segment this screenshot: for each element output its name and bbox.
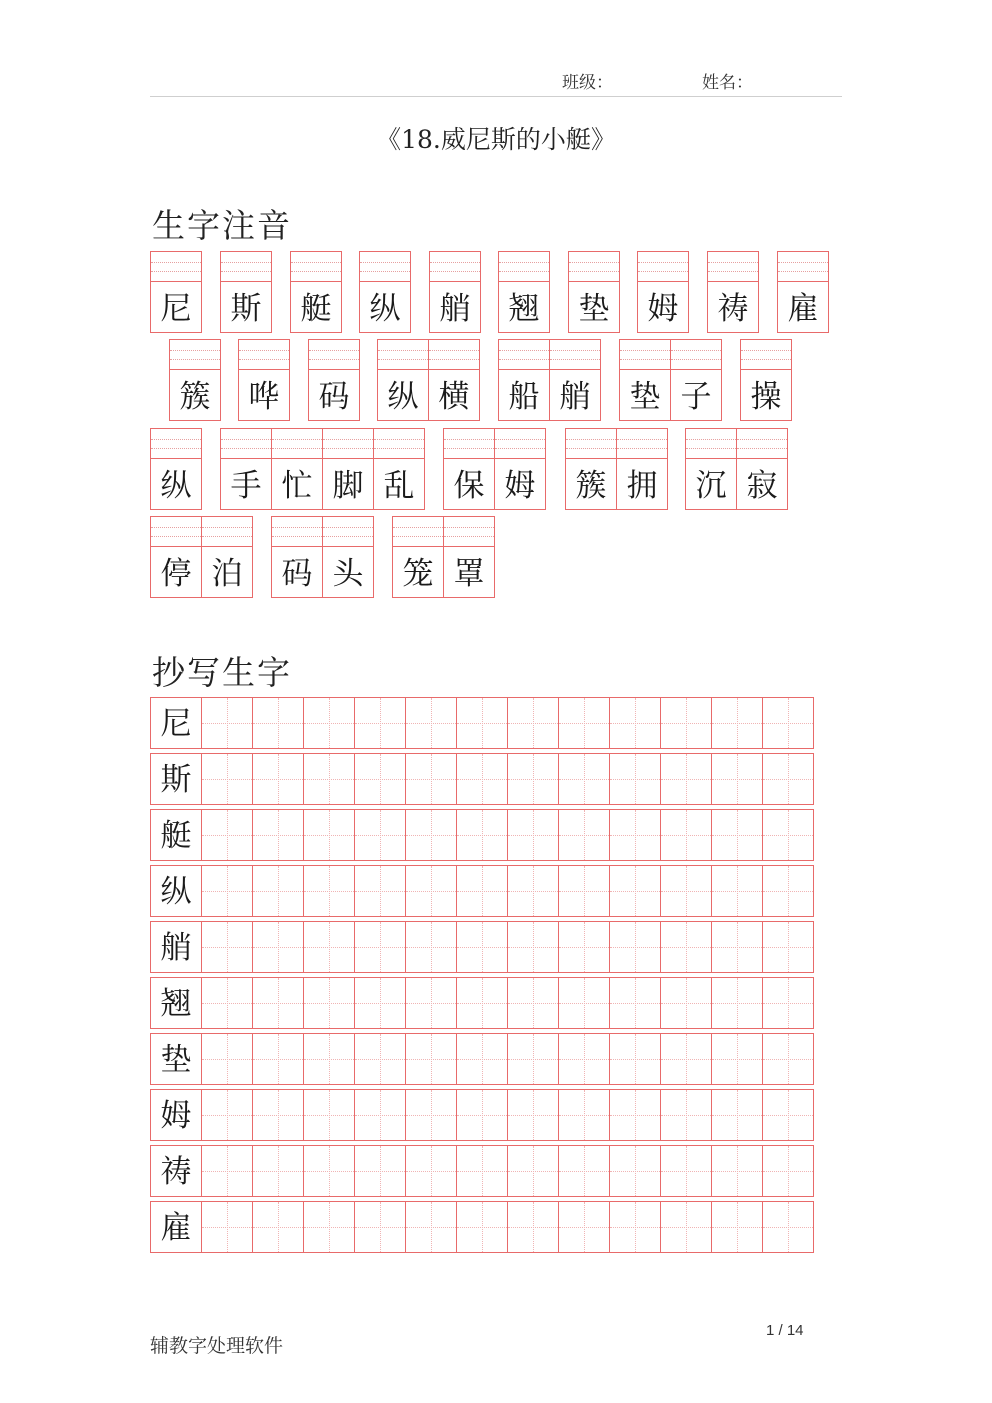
page-title: 《18.威尼斯的小艇》 (376, 125, 616, 154)
pinyin-writing-line[interactable] (495, 429, 545, 459)
pinyin-cell (498, 251, 550, 333)
model-character-cell (150, 1033, 202, 1085)
pinyin-writing-line[interactable] (566, 429, 616, 459)
pinyin-writing-line[interactable] (309, 340, 359, 370)
hanzi-character: 姆 (504, 468, 536, 504)
writing-cell[interactable] (252, 1201, 304, 1253)
pinyin-writing-line[interactable] (323, 517, 373, 547)
pinyin-word-box (377, 339, 480, 421)
writing-cell[interactable] (201, 697, 253, 749)
writing-cell[interactable] (354, 977, 406, 1029)
pinyin-writing-line[interactable] (323, 429, 373, 459)
writing-cell[interactable] (252, 1033, 304, 1085)
writing-cell[interactable] (354, 753, 406, 805)
hanzi-character: 乱 (383, 468, 415, 504)
writing-cell[interactable] (660, 697, 712, 749)
pinyin-writing-line[interactable] (620, 340, 670, 370)
writing-cell[interactable] (558, 697, 610, 749)
pinyin-word-box (568, 251, 620, 333)
writing-cell[interactable] (558, 1201, 610, 1253)
pinyin-writing-line[interactable] (221, 429, 271, 459)
writing-cell[interactable] (405, 1145, 457, 1197)
pinyin-writing-line[interactable] (686, 429, 736, 459)
writing-cell[interactable] (711, 697, 763, 749)
pinyin-writing-line[interactable] (378, 340, 428, 370)
writing-cell[interactable] (609, 921, 661, 973)
pinyin-word-box (150, 251, 202, 333)
writing-cell[interactable] (456, 977, 508, 1029)
writing-cell[interactable] (558, 1033, 610, 1085)
hanzi-character: 艄 (559, 379, 591, 415)
practice-row (150, 1089, 818, 1141)
writing-cell[interactable] (660, 809, 712, 861)
pinyin-cell (271, 428, 323, 510)
pinyin-word-box (740, 339, 792, 421)
writing-cell[interactable] (711, 1033, 763, 1085)
practice-row (150, 809, 818, 861)
writing-cell[interactable] (456, 1033, 508, 1085)
writing-cell[interactable] (762, 1089, 814, 1141)
writing-cell[interactable] (609, 865, 661, 917)
pinyin-cell (359, 251, 411, 333)
footer-software: 辅教字处理软件 (150, 1335, 284, 1357)
page-number: 1 / 14 (766, 1322, 804, 1339)
pinyin-writing-line[interactable] (741, 340, 791, 370)
practice-row (150, 697, 818, 749)
pinyin-writing-line[interactable] (360, 252, 410, 282)
hanzi-character: 罩 (453, 556, 485, 592)
writing-cell[interactable] (405, 809, 457, 861)
pinyin-writing-line[interactable] (374, 429, 424, 459)
writing-cell[interactable] (609, 809, 661, 861)
writing-cell[interactable] (252, 921, 304, 973)
writing-cell[interactable] (558, 1089, 610, 1141)
pinyin-cell (220, 428, 272, 510)
hanzi-character: 纵 (369, 291, 401, 327)
writing-cell[interactable] (354, 921, 406, 973)
writing-cell[interactable] (660, 1201, 712, 1253)
pinyin-word-box (685, 428, 788, 510)
writing-cell[interactable] (711, 977, 763, 1029)
model-character-cell (150, 865, 202, 917)
model-character: 翘 (160, 986, 192, 1022)
model-character-cell (150, 977, 202, 1029)
writing-cell[interactable] (201, 1145, 253, 1197)
pinyin-cell (150, 516, 202, 598)
writing-cell[interactable] (405, 697, 457, 749)
hanzi-character: 头 (332, 556, 364, 592)
writing-cell[interactable] (354, 697, 406, 749)
writing-cell[interactable] (762, 697, 814, 749)
pinyin-cell (290, 251, 342, 333)
pinyin-word-box (498, 251, 550, 333)
pinyin-writing-line[interactable] (638, 252, 688, 282)
hanzi-character: 操 (750, 379, 782, 415)
hanzi-character: 寂 (746, 468, 778, 504)
writing-cell[interactable] (660, 865, 712, 917)
model-character: 艄 (160, 930, 192, 966)
model-character-cell (150, 1089, 202, 1141)
model-character-cell (150, 921, 202, 973)
pinyin-word-box (238, 339, 290, 421)
writing-cell[interactable] (762, 1145, 814, 1197)
header-divider (150, 96, 842, 97)
hanzi-character: 沉 (695, 468, 727, 504)
writing-cell[interactable] (609, 977, 661, 1029)
practice-row (150, 977, 818, 1029)
pinyin-writing-line[interactable] (569, 252, 619, 282)
pinyin-cell (429, 251, 481, 333)
writing-cell[interactable] (558, 865, 610, 917)
writing-cell[interactable] (303, 1145, 355, 1197)
writing-cell[interactable] (456, 921, 508, 973)
pinyin-cell (736, 428, 788, 510)
pinyin-word-box (220, 251, 272, 333)
writing-cell[interactable] (711, 753, 763, 805)
writing-cell[interactable] (354, 1089, 406, 1141)
model-character: 纵 (160, 874, 192, 910)
pinyin-word-box (429, 251, 481, 333)
writing-cell[interactable] (456, 1201, 508, 1253)
pinyin-cell (373, 428, 425, 510)
name-label: 姓名： (702, 73, 753, 93)
pinyin-cell (150, 251, 202, 333)
writing-cell[interactable] (456, 809, 508, 861)
pinyin-cell (322, 516, 374, 598)
hanzi-character: 艄 (439, 291, 471, 327)
practice-row (150, 865, 818, 917)
writing-cell[interactable] (507, 809, 559, 861)
pinyin-cell (616, 428, 668, 510)
writing-cell[interactable] (405, 1033, 457, 1085)
writing-cell[interactable] (354, 1145, 406, 1197)
writing-cell[interactable] (405, 1089, 457, 1141)
writing-cell[interactable] (507, 753, 559, 805)
pinyin-word-box (150, 428, 202, 510)
pinyin-cell (308, 339, 360, 421)
writing-cell[interactable] (609, 1033, 661, 1085)
writing-cell[interactable] (252, 977, 304, 1029)
writing-cell[interactable] (660, 921, 712, 973)
pinyin-word-box (619, 339, 722, 421)
pinyin-cell (392, 516, 444, 598)
hanzi-character: 忙 (281, 468, 313, 504)
writing-cell[interactable] (609, 1089, 661, 1141)
writing-cell[interactable] (405, 921, 457, 973)
pinyin-writing-line[interactable] (737, 429, 787, 459)
writing-cell[interactable] (201, 1089, 253, 1141)
model-character: 姆 (160, 1098, 192, 1134)
writing-cell[interactable] (660, 1145, 712, 1197)
writing-cell[interactable] (660, 753, 712, 805)
writing-cell[interactable] (303, 753, 355, 805)
pinyin-cell (619, 339, 671, 421)
pinyin-writing-line[interactable] (671, 340, 721, 370)
writing-cell[interactable] (711, 809, 763, 861)
writing-cell[interactable] (303, 697, 355, 749)
writing-cell[interactable] (252, 753, 304, 805)
writing-cell[interactable] (660, 977, 712, 1029)
hanzi-character: 雇 (787, 291, 819, 327)
writing-cell[interactable] (762, 1201, 814, 1253)
hanzi-character: 垫 (629, 379, 661, 415)
pinyin-word-box (308, 339, 360, 421)
writing-cell[interactable] (609, 753, 661, 805)
pinyin-cell (637, 251, 689, 333)
writing-cell[interactable] (507, 1089, 559, 1141)
writing-cell[interactable] (201, 809, 253, 861)
writing-cell[interactable] (405, 1201, 457, 1253)
pinyin-cell (443, 428, 495, 510)
practice-row (150, 1033, 818, 1085)
writing-cell[interactable] (660, 1089, 712, 1141)
pinyin-writing-line[interactable] (151, 429, 201, 459)
practice-row (150, 921, 818, 973)
writing-cell[interactable] (201, 1201, 253, 1253)
writing-cell[interactable] (201, 1033, 253, 1085)
writing-cell[interactable] (507, 1145, 559, 1197)
pinyin-cell (707, 251, 759, 333)
pinyin-cell (685, 428, 737, 510)
hanzi-character: 船 (508, 379, 540, 415)
writing-cell[interactable] (609, 1145, 661, 1197)
pinyin-cell (670, 339, 722, 421)
writing-cell[interactable] (558, 753, 610, 805)
pinyin-word-box (707, 251, 759, 333)
hanzi-character: 翘 (508, 291, 540, 327)
writing-cell[interactable] (762, 809, 814, 861)
pinyin-writing-line[interactable] (499, 252, 549, 282)
writing-cell[interactable] (762, 865, 814, 917)
pinyin-writing-line[interactable] (430, 252, 480, 282)
writing-cell[interactable] (252, 1089, 304, 1141)
writing-cell[interactable] (507, 1033, 559, 1085)
hanzi-character: 艇 (300, 291, 332, 327)
model-character: 祷 (160, 1154, 192, 1190)
model-character-cell (150, 697, 202, 749)
hanzi-character: 笼 (402, 556, 434, 592)
pinyin-writing-line[interactable] (444, 517, 494, 547)
writing-cell[interactable] (303, 1089, 355, 1141)
copy-practice-grid (150, 697, 818, 1257)
pinyin-writing-line[interactable] (778, 252, 828, 282)
pinyin-cell (494, 428, 546, 510)
hanzi-character: 哗 (248, 379, 280, 415)
practice-row (150, 753, 818, 805)
hanzi-character: 码 (281, 556, 313, 592)
writing-cell[interactable] (303, 1033, 355, 1085)
writing-cell[interactable] (609, 1201, 661, 1253)
writing-cell[interactable] (456, 697, 508, 749)
pinyin-cell (777, 251, 829, 333)
model-character-cell (150, 1201, 202, 1253)
writing-cell[interactable] (711, 921, 763, 973)
writing-cell[interactable] (711, 1201, 763, 1253)
model-character: 雇 (160, 1210, 192, 1246)
hanzi-character: 尼 (160, 291, 192, 327)
writing-cell[interactable] (303, 977, 355, 1029)
pinyin-writing-line[interactable] (291, 252, 341, 282)
pinyin-writing-line[interactable] (170, 340, 220, 370)
pinyin-cell (498, 339, 550, 421)
pinyin-word-box (290, 251, 342, 333)
hanzi-character: 横 (438, 379, 470, 415)
pinyin-word-box (392, 516, 495, 598)
writing-cell[interactable] (252, 809, 304, 861)
hanzi-character: 脚 (332, 468, 364, 504)
pinyin-writing-line[interactable] (272, 517, 322, 547)
pinyin-cell (568, 251, 620, 333)
writing-cell[interactable] (354, 809, 406, 861)
pinyin-writing-line[interactable] (202, 517, 252, 547)
writing-cell[interactable] (405, 865, 457, 917)
writing-cell[interactable] (456, 1145, 508, 1197)
model-character: 尼 (160, 706, 192, 742)
pinyin-writing-line[interactable] (499, 340, 549, 370)
writing-cell[interactable] (609, 697, 661, 749)
writing-cell[interactable] (303, 921, 355, 973)
writing-cell[interactable] (201, 865, 253, 917)
pinyin-writing-line[interactable] (550, 340, 600, 370)
pinyin-writing-line[interactable] (429, 340, 479, 370)
hanzi-character: 斯 (230, 291, 262, 327)
pinyin-writing-line[interactable] (272, 429, 322, 459)
pinyin-writing-line[interactable] (444, 429, 494, 459)
writing-cell[interactable] (762, 753, 814, 805)
hanzi-character: 停 (160, 556, 192, 592)
writing-cell[interactable] (201, 977, 253, 1029)
pinyin-cell (549, 339, 601, 421)
writing-cell[interactable] (558, 921, 610, 973)
model-character: 斯 (160, 762, 192, 798)
model-character-cell (150, 753, 202, 805)
hanzi-character: 码 (318, 379, 350, 415)
hanzi-character: 祷 (717, 291, 749, 327)
pinyin-word-box (359, 251, 411, 333)
writing-cell[interactable] (405, 977, 457, 1029)
section-title-copy: 抄写生字 (152, 653, 292, 692)
pinyin-word-box (637, 251, 689, 333)
hanzi-character: 拥 (626, 468, 658, 504)
pinyin-writing-line[interactable] (239, 340, 289, 370)
hanzi-character: 保 (453, 468, 485, 504)
pinyin-cell (271, 516, 323, 598)
pinyin-cell (201, 516, 253, 598)
pinyin-cell (428, 339, 480, 421)
hanzi-character: 纵 (160, 468, 192, 504)
writing-cell[interactable] (252, 865, 304, 917)
pinyin-word-box (565, 428, 668, 510)
pinyin-word-box (443, 428, 546, 510)
writing-cell[interactable] (507, 697, 559, 749)
writing-cell[interactable] (201, 921, 253, 973)
writing-cell[interactable] (558, 977, 610, 1029)
pinyin-word-box (777, 251, 829, 333)
pinyin-writing-line[interactable] (221, 252, 271, 282)
pinyin-cell (443, 516, 495, 598)
writing-cell[interactable] (354, 1201, 406, 1253)
hanzi-character: 簇 (179, 379, 211, 415)
pinyin-word-box (498, 339, 601, 421)
pinyin-cell (740, 339, 792, 421)
writing-cell[interactable] (456, 865, 508, 917)
pinyin-cell (220, 251, 272, 333)
writing-cell[interactable] (456, 753, 508, 805)
writing-cell[interactable] (660, 1033, 712, 1085)
writing-cell[interactable] (303, 809, 355, 861)
pinyin-cell (238, 339, 290, 421)
hanzi-character: 纵 (387, 379, 419, 415)
pinyin-writing-line[interactable] (617, 429, 667, 459)
practice-row (150, 1201, 818, 1253)
pinyin-word-box (169, 339, 221, 421)
pinyin-cell (169, 339, 221, 421)
model-character: 艇 (160, 818, 192, 854)
hanzi-character: 子 (680, 379, 712, 415)
model-character-cell (150, 1145, 202, 1197)
pinyin-word-box (271, 516, 374, 598)
writing-cell[interactable] (354, 1033, 406, 1085)
practice-row (150, 1145, 818, 1197)
writing-cell[interactable] (762, 1033, 814, 1085)
model-character-cell (150, 809, 202, 861)
writing-cell[interactable] (507, 865, 559, 917)
hanzi-character: 簇 (575, 468, 607, 504)
section-title-pinyin: 生字注音 (152, 206, 292, 245)
pinyin-cell (377, 339, 429, 421)
writing-cell[interactable] (507, 921, 559, 973)
writing-cell[interactable] (711, 865, 763, 917)
hanzi-character: 手 (230, 468, 262, 504)
pinyin-cell (565, 428, 617, 510)
writing-cell[interactable] (303, 865, 355, 917)
writing-cell[interactable] (558, 1145, 610, 1197)
class-label: 班级： (562, 73, 613, 93)
writing-cell[interactable] (405, 753, 457, 805)
hanzi-character: 泊 (211, 556, 243, 592)
pinyin-writing-line[interactable] (151, 517, 201, 547)
writing-cell[interactable] (252, 1145, 304, 1197)
pinyin-writing-line[interactable] (708, 252, 758, 282)
writing-cell[interactable] (507, 977, 559, 1029)
writing-cell[interactable] (711, 1089, 763, 1141)
pinyin-cell (150, 428, 202, 510)
writing-cell[interactable] (354, 865, 406, 917)
model-character: 垫 (160, 1042, 192, 1078)
pinyin-cell (322, 428, 374, 510)
writing-cell[interactable] (762, 977, 814, 1029)
writing-cell[interactable] (456, 1089, 508, 1141)
pinyin-word-box (150, 516, 253, 598)
writing-cell[interactable] (252, 697, 304, 749)
writing-cell[interactable] (711, 1145, 763, 1197)
writing-cell[interactable] (507, 1201, 559, 1253)
hanzi-character: 姆 (647, 291, 679, 327)
pinyin-writing-line[interactable] (393, 517, 443, 547)
writing-cell[interactable] (762, 921, 814, 973)
writing-cell[interactable] (303, 1201, 355, 1253)
writing-cell[interactable] (201, 753, 253, 805)
pinyin-writing-line[interactable] (151, 252, 201, 282)
writing-cell[interactable] (558, 809, 610, 861)
hanzi-character: 垫 (578, 291, 610, 327)
pinyin-word-box (220, 428, 425, 510)
